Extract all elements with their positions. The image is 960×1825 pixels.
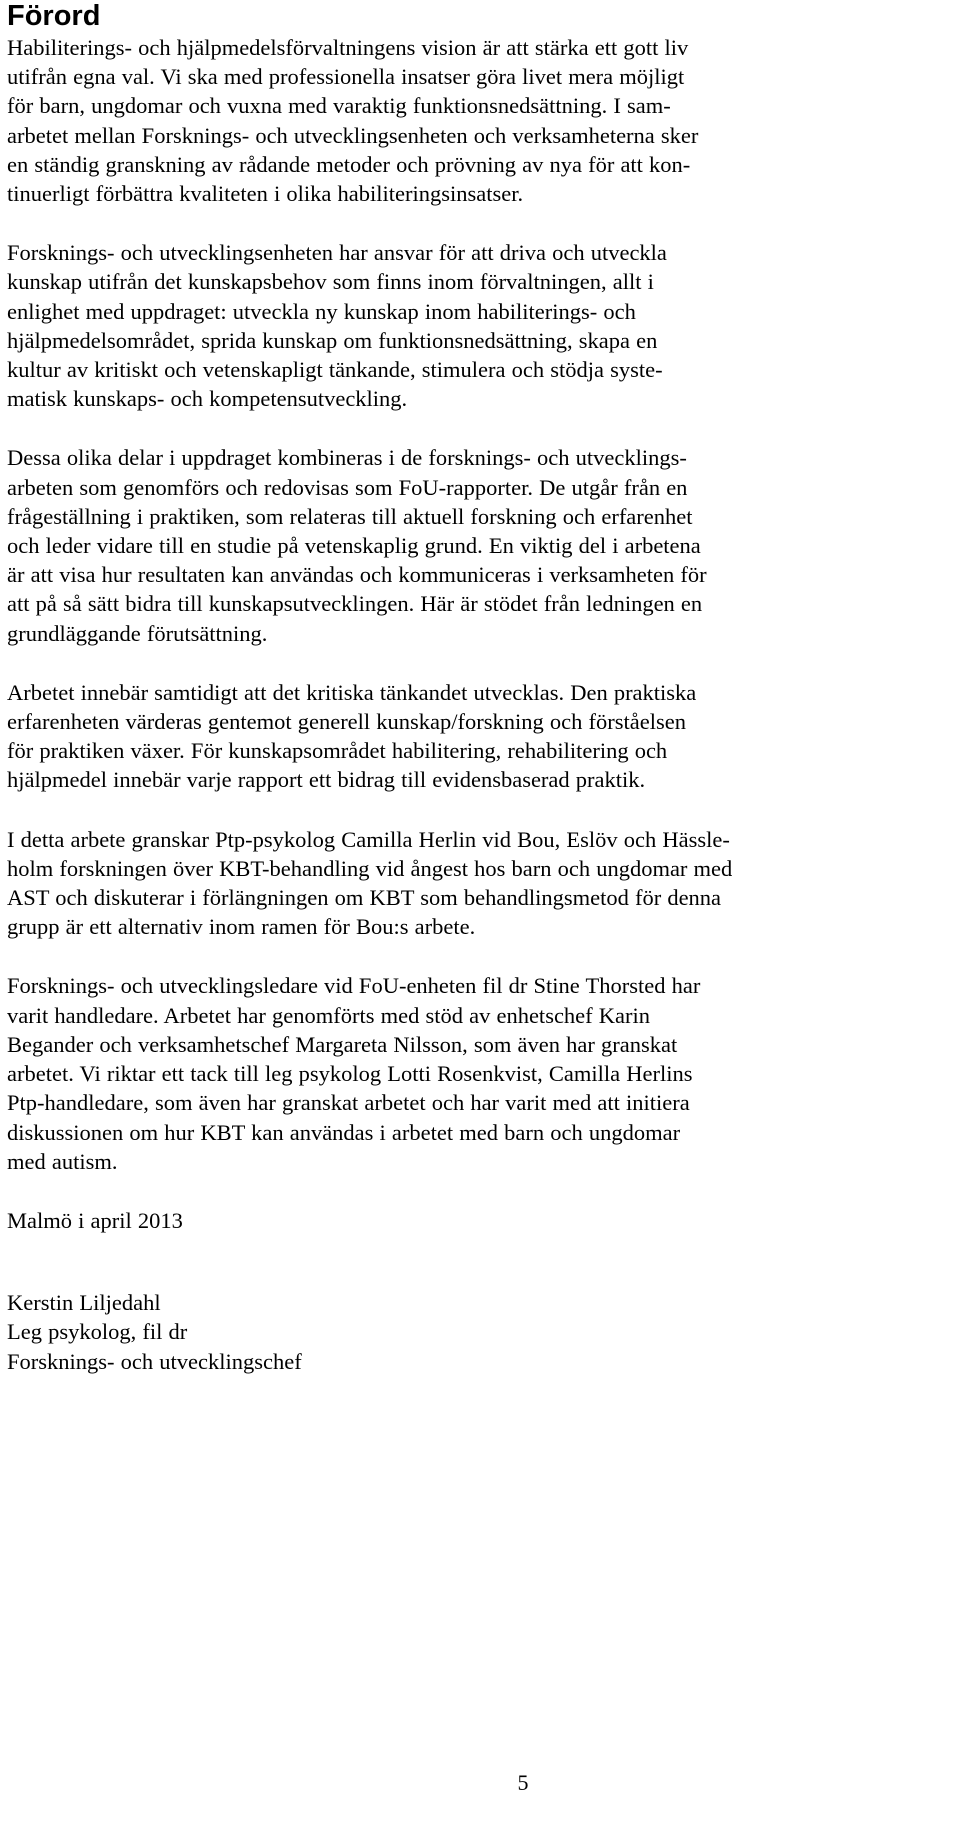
text-line: enlighet med uppdraget: utveckla ny kunskap inom habiliterings- och — [7, 298, 636, 324]
text-line: utifrån egna val. Vi ska med professionella insatser göra livet mera möjligt — [7, 64, 685, 90]
text-line: med autism. — [7, 1148, 118, 1174]
paragraph-acknowledgements — [7, 971, 947, 1175]
paragraph-reports — [7, 443, 947, 647]
text-line: AST och diskuterar i förlängningen om KBT som behandlingsmetod för denna — [7, 885, 722, 911]
paragraph-this-work — [7, 825, 947, 942]
text-line: kunskap utifrån det kunskapsbehov som finns inom förvaltningen, allt i — [7, 269, 654, 295]
text-line: Habiliterings- och hjälpmedelsförvaltningens vision är att stärka ett gott liv — [7, 35, 689, 60]
text-line: är att visa hur resultaten kan användas och kommuniceras i verksamheten för — [7, 562, 707, 588]
text-line: grupp är ett alternativ inom ramen för Bou:s arbete. — [7, 914, 476, 940]
text-line: Ptp-handledare, som även har granskat arbetet och har varit med att initiera — [7, 1090, 690, 1116]
signature-role: Forsknings- och utvecklingschef — [7, 1348, 302, 1374]
text-line: Arbetet innebär samtidigt att det kritiska tänkandet utvecklas. Den praktiska — [7, 679, 697, 705]
text-line: erfarenheten värderas gentemot generell kunskap/forskning och förståelsen — [7, 709, 686, 735]
text-line: arbeten som genomförs och redovisas som FoU-rapporter. De utgår från en — [7, 474, 688, 500]
page-heading: Förord — [7, 0, 101, 32]
text-line: för praktiken växer. För kunskapsområdet habilitering, rehabilitering och — [7, 738, 668, 764]
text-line: kultur av kritiskt och vetenskapligt tänkande, stimulera och stödja syste- — [7, 357, 663, 383]
document-page — [7, 0, 947, 1376]
text-line: diskussionen om hur KBT kan användas i arbetet med barn och ungdomar — [7, 1119, 681, 1145]
paragraph-critical-thinking — [7, 678, 947, 795]
text-line: arbetet. Vi riktar ett tack till leg psykolog Lotti Rosenkvist, Camilla Herlins — [7, 1061, 693, 1087]
text-line: arbetet mellan Forsknings- och utvecklingsenheten och verksamheterna sker — [7, 122, 699, 148]
signature-name: Kerstin Liljedahl — [7, 1290, 161, 1316]
text-line: varit handledare. Arbetet har genomförts med stöd av enhetschef Karin — [7, 1002, 651, 1028]
text-line: Begander och verksamhetschef Margareta Nilsson, som även har granskat — [7, 1031, 678, 1057]
signature-title: Leg psykolog, fil dr — [7, 1319, 188, 1345]
paragraph-vision — [7, 33, 947, 208]
text-line: Forsknings- och utvecklingsledare vid FoU-enheten fil dr Stine Thorsted har — [7, 973, 701, 999]
paragraph-mission — [7, 238, 947, 413]
text-line: och leder vidare till en studie på vetenskaplig grund. En viktig del i arbetena — [7, 533, 701, 559]
text-line: att på så sätt bidra till kunskapsutvecklingen. Här är stödet från ledningen en — [7, 591, 703, 617]
text-line: frågeställning i praktiken, som relateras till aktuell forskning och erfarenhet — [7, 503, 693, 529]
place-date-text: Malmö i april 2013 — [7, 1207, 183, 1233]
text-line: grundläggande förutsättning. — [7, 620, 268, 646]
text-line: tinuerligt förbättra kvaliteten i olika habiliteringsinsatser. — [7, 181, 524, 207]
text-line: hjälpmedel innebär varje rapport ett bidrag till evidensbaserad praktik. — [7, 767, 646, 793]
text-line: Dessa olika delar i uppdraget kombineras i de forsknings- och utvecklings- — [7, 445, 687, 471]
text-line: Forsknings- och utvecklingsenheten har ansvar för att driva och utveckla — [7, 240, 667, 266]
text-line: för barn, ungdomar och vuxna med varaktig funktionsnedsättning. I sam- — [7, 93, 671, 119]
text-line: I detta arbete granskar Ptp-psykolog Camilla Herlin vid Bou, Eslöv och Hässle- — [7, 826, 730, 852]
text-line: en ständig granskning av rådande metoder och prövning av nya för att kon- — [7, 151, 691, 177]
place-and-date — [7, 1206, 947, 1235]
text-line: hjälpmedelsområdet, sprida kunskap om funktionsnedsättning, skapa en — [7, 327, 658, 353]
signature-block — [7, 1288, 947, 1376]
text-line: matisk kunskaps- och kompetensutveckling. — [7, 386, 408, 412]
page-number: 5 — [517, 1770, 529, 1795]
text-line: holm forskningen över KBT-behandling vid ångest hos barn och ungdomar med — [7, 855, 733, 881]
